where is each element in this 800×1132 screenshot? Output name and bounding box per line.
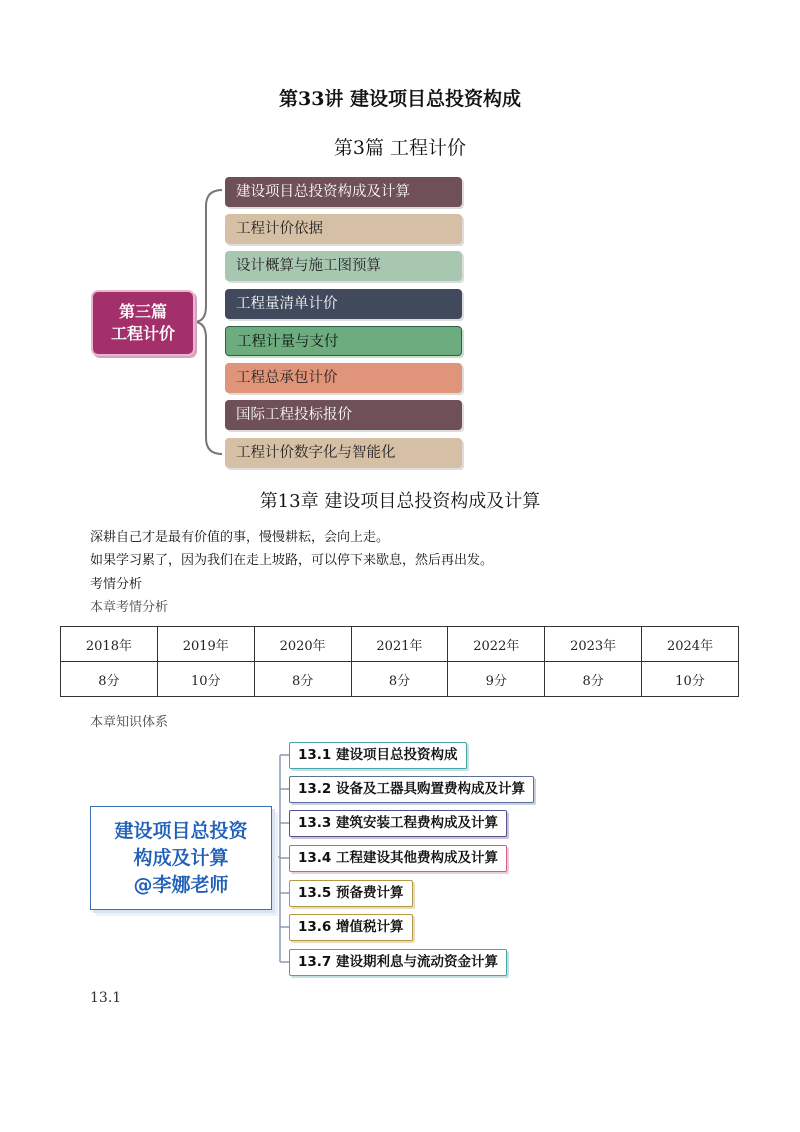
table-cell-score: 10分 xyxy=(642,662,739,697)
knowledge-map-topic: 13.4 工程建设其他费构成及计算 xyxy=(289,845,507,872)
part-map-branch: 工程计量与支付 xyxy=(225,326,462,356)
part-map-center-node xyxy=(91,290,195,356)
table-cell-year: 2019年 xyxy=(157,627,254,662)
table-cell-score: 8分 xyxy=(61,662,158,697)
knowledge-map-topic: 13.5 预备费计算 xyxy=(289,880,413,907)
knowledge-map-topic: 13.1 建设项目总投资构成 xyxy=(289,742,467,769)
part-map-bracket xyxy=(194,190,222,454)
knowledge-map-center-line2: 构成及计算 xyxy=(133,846,229,869)
knowledge-map-center-node xyxy=(90,806,272,910)
part-map-center-line1: 第三篇 xyxy=(118,302,167,321)
part-title: 第3篇 工程计价 xyxy=(333,137,467,159)
table-cell-score: 9分 xyxy=(448,662,545,697)
part-map-branch: 工程计价依据 xyxy=(225,214,462,244)
part-map-branch: 国际工程投标报价 xyxy=(225,400,462,430)
part-map-branch: 建设项目总投资构成及计算 xyxy=(225,177,462,207)
table-cell-year: 2020年 xyxy=(254,627,351,662)
part-map-center-line2: 工程计价 xyxy=(110,324,175,343)
table-cell-year: 2022年 xyxy=(448,627,545,662)
section-heading: 13.1 xyxy=(90,990,122,1006)
analysis-heading: 考情分析 xyxy=(90,577,143,592)
table-row xyxy=(61,627,739,662)
knowledge-map-topic: 13.7 建设期利息与流动资金计算 xyxy=(289,949,507,976)
quote-line: 如果学习累了，因为我们在走上坡路，可以停下来歇息，然后再出发。 xyxy=(90,553,494,568)
analysis-subheading: 本章考情分析 xyxy=(90,600,169,615)
part-map-branch: 工程量清单计价 xyxy=(225,289,462,319)
table-cell-year: 2023年 xyxy=(545,627,642,662)
table-cell-score: 8分 xyxy=(545,662,642,697)
knowledge-map-center-line1: 建设项目总投资 xyxy=(114,819,248,842)
table-cell-score: 8分 xyxy=(351,662,448,697)
quote-line: 深耕自己才是最有价值的事，慢慢耕耘，会向上走。 xyxy=(90,530,390,545)
knowledge-map-center-line3: @李娜老师 xyxy=(133,873,229,896)
table-row xyxy=(61,662,739,697)
lecture-title: 第33讲 建设项目总投资构成 xyxy=(278,88,522,110)
table-cell-year: 2021年 xyxy=(351,627,448,662)
table-cell-year: 2018年 xyxy=(61,627,158,662)
knowledge-map-topic: 13.3 建筑安装工程费构成及计算 xyxy=(289,810,507,837)
table-cell-year: 2024年 xyxy=(642,627,739,662)
knowledge-map-topic: 13.2 设备及工器具购置费构成及计算 xyxy=(289,776,534,803)
chapter-title: 第13章 建设项目总投资构成及计算 xyxy=(259,491,541,512)
table-cell-score: 8分 xyxy=(254,662,351,697)
part-map-branch: 设计概算与施工图预算 xyxy=(225,251,462,281)
knowledge-heading: 本章知识体系 xyxy=(90,715,169,730)
knowledge-map-topic: 13.6 增值税计算 xyxy=(289,914,413,941)
part-map-branch: 工程计价数字化与智能化 xyxy=(225,438,462,468)
score-table xyxy=(60,626,739,697)
part-map-branch: 工程总承包计价 xyxy=(225,363,462,393)
table-cell-score: 10分 xyxy=(157,662,254,697)
